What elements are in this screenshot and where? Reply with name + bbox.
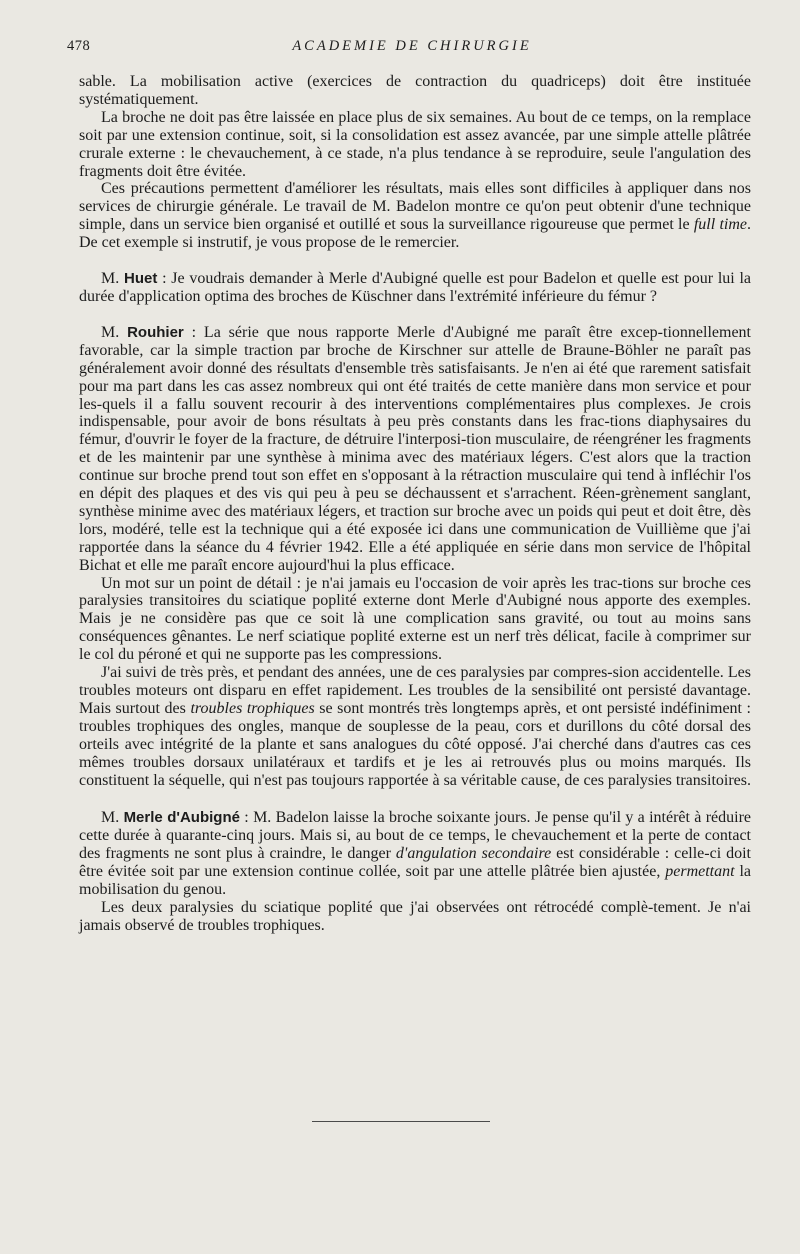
- paragraph: [79, 899, 751, 935]
- text-run: : Je voudrais demander à Merle d'Aubigné quelle est pour Badelon et quelle est pour lui la durée d'application optima des broches de Küschner dans l'extrémité inférieure du fémur ?: [79, 270, 752, 305]
- text-run: la mobilisation du genou.: [79, 863, 752, 899]
- paragraph: [79, 809, 751, 899]
- text-run: sable. La mobilisation active (exercices de contraction du quadriceps) doit être instituée systématiquement.: [79, 73, 751, 108]
- italic-text: full time: [693, 216, 747, 234]
- italic-text: troubles trophiques: [190, 699, 315, 717]
- page-number: 478: [67, 38, 91, 54]
- speaker-name: Merle d'Aubigné: [123, 809, 240, 827]
- text-run: . De cet exemple si instrutif, je vous propose de le remercier.: [79, 216, 751, 252]
- running-head: ACADEMIE DE CHIRURGIE: [292, 38, 532, 54]
- text-run: : La série que nous rapporte Merle d'Aubigné me paraît être excep-tionnellement favorable, car la simple traction par broche de Kirschner sur attelle de Braune-Böhler ne paraît pas généralement avoir donné des résultats d'ensemble très satisfaisants. Je n'en ai été que rarement satisfait pour ma part dans les cas assez nombreux qui ont été traités de cette manière dans mon service et pour les-quels il a fallu souvent recourir à des interventions complémentaires plus complexes. Je crois indispensable, pour avoir de bons résultats à peu près constants dans les frac-tions diaphysaires du fémur, d'ouvrir le foyer de la fracture, de détruire l'interposi-tion musculaire, de réengréner les fragments et de les maintenir par une synthèse à minima avec des matériaux légers. C'est alors que la traction continue sur broche prend tout son effet en s'opposant à la rétraction musculaire qui tend à infléchir l'os en dépit des plaques et des vis qui peu à peu se déchaussent et s'arrachent. Réen-grènement sanglant, synthèse minime avec des matériaux légers, et traction sur broche avec un poids qui peut et doit être, dès lors, modéré, telle est la technique qui a été exposée ici dans une communication de Vuillième que j'ai rapportée dans la séance du 4 février 1942. Elle a été appliquée en série dans mon service de l'hôpital Bichat et elle me paraît encore aujourd'hui la plus efficace.: [79, 323, 751, 574]
- paragraph: [79, 73, 751, 109]
- text-run: M.: [101, 809, 124, 827]
- body-text: [79, 73, 751, 935]
- text-run: M.: [101, 323, 128, 341]
- closing-rule: [312, 1121, 490, 1122]
- text-run: : M. Badelon laisse la broche soixante jours. Je pense qu'il y a intérêt à réduire cette durée à quarante-cinq jours. Mais si, au bout de ce temps, le chevauchement et la perte de contact des fragments ne sont plus à craindre, le danger: [79, 809, 752, 863]
- text-run: est considérable : celle-ci doit être évitée soit par une extension continue collée, soit par une attelle plâtrée bien ajustée,: [79, 845, 752, 881]
- text-run: Les deux paralysies du sciatique poplité que j'ai observées ont rétrocédé complè-tement. Je n'ai jamais observé de troubles trophiques.: [79, 898, 751, 934]
- text-run: La broche ne doit pas être laissée en place plus de six semaines. Au bout de ce temps, on la remplace soit par une extension continue, soit, si la consolidation est assez avancée, par une simple attelle plâtrée crurale externe : le chevauchement, à ce stade, n'a plus tendance à se reproduire, seule l'angulation des fragments doit être évitée.: [79, 108, 751, 180]
- text-run: Un mot sur un point de détail : je n'ai jamais eu l'occasion de voir après les trac-tions sur broche ces paralysies transitoires du sciatique poplité externe dont Merle d'Aubigné nous apporte des exemples. Mais je ne considère pas que ce soit là une complication sans gravité, ou tout au moins sans conséquences gênantes. Le nerf sciatique poplité externe est un nerf très délicat, facile à comprimer sur le col du péroné et qui ne supporte pas les compressions.: [79, 574, 751, 664]
- text-run: Ces précautions permettent d'améliorer les résultats, mais elles sont difficiles à appliquer dans nos services de chirurgie générale. Le travail de M. Badelon montre ce qu'on peut obtenir d'une technique simple, dans un service bien organisé et outillé et sous la surveillance rigoureuse que permet le: [79, 180, 751, 234]
- italic-text: permettant: [665, 863, 735, 881]
- paragraph: [79, 109, 751, 181]
- paragraph: [79, 575, 751, 665]
- paragraph: [79, 180, 751, 252]
- speaker-name: Huet: [123, 270, 158, 288]
- text-run: se sont montrés très longtemps après, et ont persisté indéfiniment : troubles trophiques des ongles, manque de souplesse de la peau, cors et durillons du côté dorsal des orteils avec intégrité de la plante et sans analogues du côté opposé. J'ai cherché dans d'autres cas ces mêmes troubles dorsaux unilatéraux et tardifs et je les ai retrouvés plus ou moins marqués. Ils constituent la séquelle, qui n'est pas toujours rapportée à sa véritable cause, de ces paralysies transitoires.: [79, 699, 752, 789]
- page-header: [67, 38, 757, 62]
- text-run: J'ai suivi de très près, et pendant des années, une de ces paralysies par compres-sion accidentelle. Les troubles moteurs ont disparu en effet rapidement. Les troubles de la sensibilité ont persisté davantage. Mais surtout des: [79, 664, 751, 717]
- speaker-name: Rouhier: [127, 323, 184, 341]
- text-run: M.: [101, 270, 124, 288]
- paragraph: [79, 664, 751, 789]
- paragraph: [79, 324, 751, 575]
- paragraph: [79, 270, 751, 306]
- italic-text: d'angulation secondaire: [395, 845, 552, 863]
